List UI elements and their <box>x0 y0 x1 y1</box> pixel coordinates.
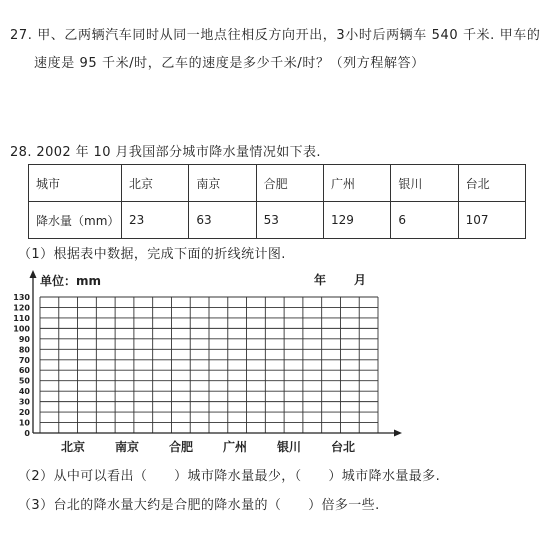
table-cell: 台北 <box>458 165 525 202</box>
table-cell: 53 <box>256 202 323 239</box>
question-28-part-3: （3）台北的降水量大约是合肥的降水量的（ ）倍多一些. <box>18 498 380 513</box>
x-category-label: 广州 <box>222 440 248 454</box>
y-tick-label: 80 <box>18 345 30 355</box>
chart-grid <box>40 297 378 433</box>
table-cell: 63 <box>189 202 256 239</box>
question-28-part-2: （2）从中可以看出（ ）城市降水量最少，（ ）城市降水量最多. <box>18 469 441 484</box>
x-category-label: 银川 <box>276 440 302 454</box>
line-chart-grid <box>0 262 540 462</box>
question-27-line-2: 速度是 95 千米/时，乙车的速度是多少千米/时？（列方程解答） <box>34 56 425 71</box>
y-tick-label: 70 <box>18 355 30 365</box>
rainfall-table <box>28 164 526 239</box>
chart-axes <box>30 270 403 437</box>
table-cell: 6 <box>391 202 458 239</box>
table-cell: 107 <box>458 202 525 239</box>
question-28-part-1: （1）根据表中数据，完成下面的折线统计图. <box>18 247 286 262</box>
y-tick-label: 20 <box>18 408 30 418</box>
table-cell: 南京 <box>189 165 256 202</box>
table-cell: 降水量（mm） <box>29 202 122 239</box>
x-category-labels <box>61 439 355 454</box>
table-cell: 广州 <box>323 165 390 202</box>
y-tick-labels <box>13 293 30 438</box>
table-cell: 银川 <box>391 165 458 202</box>
y-tick-label: 130 <box>13 293 30 302</box>
y-tick-label: 90 <box>18 334 30 344</box>
y-tick-label: 0 <box>24 429 30 438</box>
table-row <box>29 202 526 239</box>
chart-year-label: 年 <box>314 273 327 287</box>
y-tick-label: 10 <box>18 418 30 428</box>
y-tick-label: 120 <box>13 303 30 313</box>
y-tick-label: 30 <box>18 397 30 407</box>
y-axis-arrow-icon <box>30 270 37 278</box>
table-cell: 合肥 <box>256 165 323 202</box>
y-tick-label: 60 <box>18 366 30 376</box>
y-tick-label: 100 <box>13 324 30 334</box>
table-cell: 北京 <box>122 165 189 202</box>
table-header-row <box>29 165 526 202</box>
y-tick-label: 110 <box>13 313 30 323</box>
y-tick-label: 50 <box>18 376 30 386</box>
table-cell: 城市 <box>29 165 122 202</box>
chart-unit-label: 单位：mm <box>40 274 102 288</box>
x-category-label: 南京 <box>114 440 140 454</box>
x-axis-arrow-icon <box>394 430 402 437</box>
table-cell: 23 <box>122 202 189 239</box>
y-tick-label: 40 <box>18 387 30 397</box>
table-cell: 129 <box>323 202 390 239</box>
x-category-label: 台北 <box>330 440 356 454</box>
question-28-title: 28. 2002 年 10 月我国部分城市降水量情况如下表. <box>10 145 321 160</box>
question-27-line-1: 27. 甲、乙两辆汽车同时从同一地点往相反方向开出，3小时后两辆车 540 千米. 甲车的 <box>10 28 540 43</box>
x-category-label: 北京 <box>60 440 86 454</box>
chart-month-label: 月 <box>354 273 367 287</box>
x-category-label: 合肥 <box>168 440 194 454</box>
